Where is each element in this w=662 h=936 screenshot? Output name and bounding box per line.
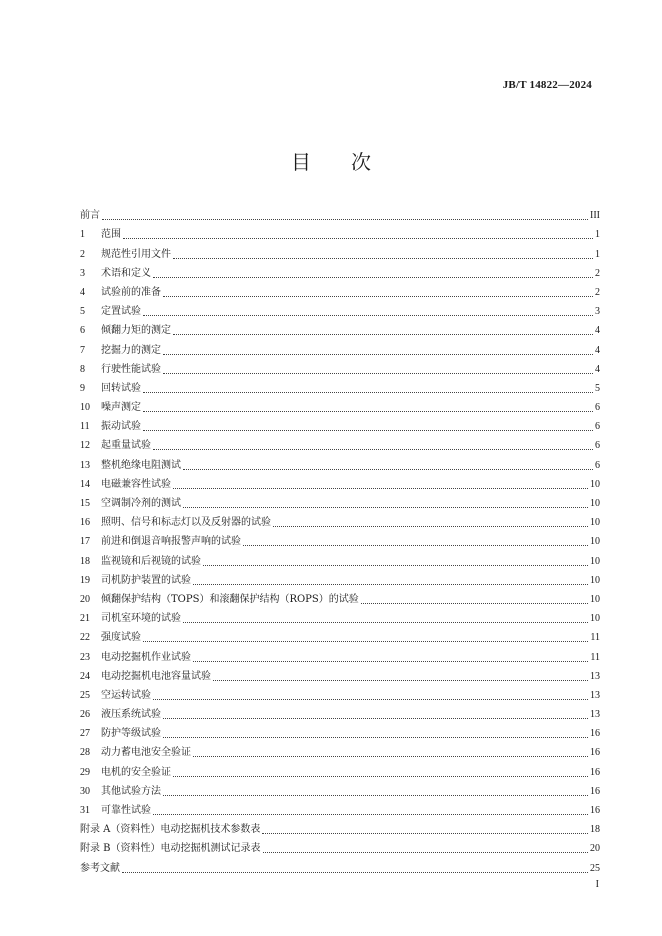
toc-entry-label: 规范性引用文件 bbox=[101, 248, 171, 260]
toc-entry-number: 14 bbox=[80, 478, 90, 490]
toc-entry[interactable] bbox=[80, 491, 600, 510]
toc-entry-label: 其他试验方法 bbox=[101, 785, 161, 797]
toc-entry-label: 电动挖掘机电池容量试验 bbox=[101, 670, 211, 682]
toc-entry-label: 司机防护装置的试验 bbox=[101, 574, 191, 586]
page-title: 目次 bbox=[291, 150, 411, 174]
toc-entry-page: 4 bbox=[595, 325, 600, 337]
toc-entry[interactable] bbox=[80, 606, 600, 625]
toc-leader-dots bbox=[213, 679, 588, 681]
toc-leader-dots bbox=[122, 871, 588, 873]
toc-entry-number: 17 bbox=[80, 536, 90, 548]
toc-entry-label: 强度试验 bbox=[101, 632, 141, 644]
toc-entry-label: 液压系统试验 bbox=[101, 709, 161, 721]
toc-entry-label: 倾翻力矩的测定 bbox=[101, 325, 171, 337]
toc-entry[interactable] bbox=[80, 759, 600, 778]
table-of-contents bbox=[80, 203, 600, 875]
toc-entry-label: 试验前的准备 bbox=[101, 286, 161, 298]
toc-entry[interactable] bbox=[80, 779, 600, 798]
toc-entry-page: 10 bbox=[590, 498, 600, 509]
toc-entry[interactable] bbox=[80, 836, 600, 855]
toc-entry-label: 定置试验 bbox=[101, 306, 141, 318]
toc-entry-label: 防护等级试验 bbox=[101, 728, 161, 740]
toc-entry-number: 30 bbox=[80, 785, 90, 797]
toc-leader-dots bbox=[243, 544, 588, 546]
toc-entry-label: 可靠性试验 bbox=[101, 805, 151, 816]
toc-entry-page: 11 bbox=[590, 651, 600, 663]
toc-entry-label: 噪声测定 bbox=[101, 402, 141, 414]
toc-leader-dots bbox=[143, 391, 593, 393]
toc-entry-number: 7 bbox=[80, 344, 85, 356]
toc-entry[interactable] bbox=[80, 376, 600, 395]
toc-entry[interactable] bbox=[80, 337, 600, 356]
toc-leader-dots bbox=[361, 602, 588, 604]
toc-entry-label: 电动挖掘机作业试验 bbox=[101, 651, 191, 663]
toc-entry[interactable] bbox=[80, 452, 600, 471]
toc-leader-dots bbox=[183, 468, 593, 470]
toc-entry-number: 10 bbox=[80, 402, 90, 414]
toc-entry[interactable] bbox=[80, 280, 600, 299]
toc-leader-dots bbox=[153, 448, 593, 450]
toc-leader-dots bbox=[153, 276, 593, 278]
toc-entry-number: 9 bbox=[80, 382, 85, 394]
toc-entry[interactable] bbox=[80, 625, 600, 644]
toc-leader-dots bbox=[163, 372, 593, 374]
toc-entry-page: 3 bbox=[595, 306, 600, 318]
toc-entry-page: 5 bbox=[595, 382, 600, 394]
toc-entry-number: 5 bbox=[80, 306, 85, 318]
toc-leader-dots bbox=[173, 487, 588, 489]
toc-leader-dots bbox=[183, 506, 588, 508]
toc-entry-label: 前言 bbox=[80, 210, 100, 222]
toc-entry-page: 6 bbox=[595, 402, 600, 414]
toc-entry-label: 司机室环境的试验 bbox=[101, 613, 181, 625]
toc-leader-dots bbox=[163, 717, 588, 719]
toc-entry[interactable] bbox=[80, 798, 600, 817]
toc-entry-page: 6 bbox=[595, 459, 600, 471]
toc-entry-page: 10 bbox=[590, 574, 600, 586]
toc-entry-page: 2 bbox=[595, 286, 600, 298]
toc-entry[interactable] bbox=[80, 318, 600, 337]
toc-entry-page: 10 bbox=[590, 593, 600, 605]
toc-entry[interactable] bbox=[80, 721, 600, 740]
toc-entry-label: 动力蓄电池安全验证 bbox=[101, 747, 191, 759]
toc-leader-dots bbox=[143, 410, 593, 412]
toc-entry-label: 照明、信号和标志灯以及反射器的试验 bbox=[101, 517, 271, 529]
toc-leader-dots bbox=[123, 237, 593, 239]
toc-entry-page: 10 bbox=[590, 555, 600, 567]
toc-entry-number: 13 bbox=[80, 459, 90, 471]
toc-leader-dots bbox=[153, 813, 588, 815]
toc-entry-label: 空调制冷剂的测试 bbox=[101, 498, 181, 509]
toc-entry-page: 2 bbox=[595, 267, 600, 279]
toc-entry-page: 10 bbox=[590, 478, 600, 490]
toc-entry-label: 整机绝缘电阻测试 bbox=[101, 459, 181, 471]
toc-entry[interactable] bbox=[80, 548, 600, 567]
toc-entry-page: 10 bbox=[590, 517, 600, 529]
toc-entry[interactable] bbox=[80, 222, 600, 241]
toc-entry-page: 1 bbox=[595, 229, 600, 241]
toc-leader-dots bbox=[163, 353, 593, 355]
toc-entry-number: 8 bbox=[80, 363, 85, 375]
toc-leader-dots bbox=[173, 257, 593, 259]
toc-entry-label: 倾翻保护结构（TOPS）和滚翻保护结构（ROPS）的试验 bbox=[101, 593, 359, 605]
toc-entry-label: 振动试验 bbox=[101, 421, 141, 433]
toc-entry-number: 6 bbox=[80, 325, 85, 337]
toc-entry-number: 24 bbox=[80, 670, 90, 682]
toc-entry[interactable] bbox=[80, 587, 600, 606]
toc-entry-label: 范围 bbox=[101, 229, 121, 241]
toc-entry-number: 23 bbox=[80, 651, 90, 663]
toc-entry-page: 4 bbox=[595, 363, 600, 375]
toc-entry[interactable] bbox=[80, 529, 600, 548]
toc-entry-number: 3 bbox=[80, 267, 85, 279]
toc-entry-number: 15 bbox=[80, 498, 90, 509]
toc-leader-dots bbox=[163, 736, 588, 738]
toc-leader-dots bbox=[143, 314, 593, 316]
toc-entry[interactable] bbox=[80, 510, 600, 529]
toc-entry[interactable] bbox=[80, 299, 600, 318]
toc-entry-number: 16 bbox=[80, 517, 90, 529]
toc-entry[interactable] bbox=[80, 395, 600, 414]
toc-entry-page: 6 bbox=[595, 421, 600, 433]
toc-leader-dots bbox=[193, 583, 588, 585]
toc-entry-label: 附录 B（资料性）电动挖掘机测试记录表 bbox=[80, 843, 261, 855]
toc-entry-number: 18 bbox=[80, 555, 90, 567]
toc-entry-label: 挖掘力的测定 bbox=[101, 344, 161, 356]
toc-entry-page: 10 bbox=[590, 536, 600, 548]
toc-leader-dots bbox=[102, 218, 588, 220]
toc-entry-number: 11 bbox=[80, 421, 90, 433]
toc-leader-dots bbox=[183, 621, 588, 623]
toc-leader-dots bbox=[193, 660, 588, 662]
toc-entry-number: 20 bbox=[80, 593, 90, 605]
toc-entry[interactable] bbox=[80, 855, 600, 874]
toc-entry-number: 25 bbox=[80, 689, 90, 701]
toc-entry[interactable] bbox=[80, 683, 600, 702]
toc-leader-dots bbox=[173, 775, 588, 777]
standard-code: JB/T 14822—2024 bbox=[502, 79, 592, 91]
toc-entry-page: 11 bbox=[590, 632, 600, 644]
toc-entry-page: 18 bbox=[590, 824, 600, 836]
toc-entry-page: 4 bbox=[595, 344, 600, 356]
toc-entry-number: 1 bbox=[80, 229, 85, 241]
toc-entry[interactable] bbox=[80, 817, 600, 836]
toc-leader-dots bbox=[273, 525, 588, 527]
toc-entry-label: 参考文献 bbox=[80, 862, 120, 874]
toc-entry[interactable] bbox=[80, 472, 600, 491]
toc-entry-number: 4 bbox=[80, 286, 85, 298]
toc-entry[interactable] bbox=[80, 433, 600, 452]
toc-entry-page: 1 bbox=[595, 248, 600, 260]
toc-entry-page: 16 bbox=[590, 785, 600, 797]
toc-entry-label: 监视镜和后视镜的试验 bbox=[101, 555, 201, 567]
toc-entry-label: 行驶性能试验 bbox=[101, 363, 161, 375]
page-number: I bbox=[595, 879, 599, 890]
toc-entry-page: 16 bbox=[590, 728, 600, 740]
toc-entry-label: 回转试验 bbox=[101, 382, 141, 394]
toc-entry-page: 20 bbox=[590, 843, 600, 855]
toc-entry-label: 术语和定义 bbox=[101, 267, 151, 279]
toc-entry-page: 25 bbox=[590, 862, 600, 874]
toc-entry-label: 前进和倒退音响报警声响的试验 bbox=[101, 536, 241, 548]
toc-leader-dots bbox=[193, 755, 588, 757]
toc-leader-dots bbox=[163, 794, 588, 796]
toc-entry[interactable] bbox=[80, 664, 600, 683]
toc-entry-label: 空运转试验 bbox=[101, 689, 151, 701]
toc-entry-page: III bbox=[590, 210, 600, 222]
toc-leader-dots bbox=[143, 640, 588, 642]
toc-entry[interactable] bbox=[80, 357, 600, 376]
toc-leader-dots bbox=[143, 429, 593, 431]
toc-entry-page: 6 bbox=[595, 440, 600, 452]
toc-entry[interactable] bbox=[80, 203, 600, 222]
toc-entry-number: 19 bbox=[80, 574, 90, 586]
toc-entry-label: 起重量试验 bbox=[101, 440, 151, 452]
toc-entry[interactable] bbox=[80, 702, 600, 721]
toc-entry-number: 31 bbox=[80, 805, 90, 816]
toc-entry-label: 电机的安全验证 bbox=[101, 766, 171, 778]
toc-entry-number: 2 bbox=[80, 248, 85, 260]
toc-entry-number: 27 bbox=[80, 728, 90, 740]
toc-entry-number: 12 bbox=[80, 440, 90, 452]
toc-entry[interactable] bbox=[80, 261, 600, 280]
toc-entry-page: 13 bbox=[590, 709, 600, 721]
toc-entry-number: 29 bbox=[80, 766, 90, 778]
toc-entry[interactable] bbox=[80, 568, 600, 587]
toc-entry-label: 电磁兼容性试验 bbox=[101, 478, 171, 490]
toc-leader-dots bbox=[153, 698, 588, 700]
toc-leader-dots bbox=[163, 295, 593, 297]
toc-entry-page: 16 bbox=[590, 747, 600, 759]
toc-entry-page: 10 bbox=[590, 613, 600, 625]
toc-entry-label: 附录 A（资料性）电动挖掘机技术参数表 bbox=[80, 824, 261, 836]
toc-entry[interactable] bbox=[80, 414, 600, 433]
toc-leader-dots bbox=[173, 333, 593, 335]
toc-leader-dots bbox=[263, 851, 588, 853]
toc-entry-page: 13 bbox=[590, 689, 600, 701]
toc-entry[interactable] bbox=[80, 644, 600, 663]
toc-leader-dots bbox=[203, 564, 588, 566]
toc-entry-number: 28 bbox=[80, 747, 90, 759]
toc-entry-number: 22 bbox=[80, 632, 90, 644]
toc-entry[interactable] bbox=[80, 241, 600, 260]
toc-entry-page: 13 bbox=[590, 670, 600, 682]
toc-entry-page: 16 bbox=[590, 766, 600, 778]
toc-leader-dots bbox=[262, 832, 588, 834]
toc-entry-number: 21 bbox=[80, 613, 90, 625]
toc-entry-page: 16 bbox=[590, 805, 600, 816]
toc-entry-number: 26 bbox=[80, 709, 90, 721]
toc-entry[interactable] bbox=[80, 740, 600, 759]
